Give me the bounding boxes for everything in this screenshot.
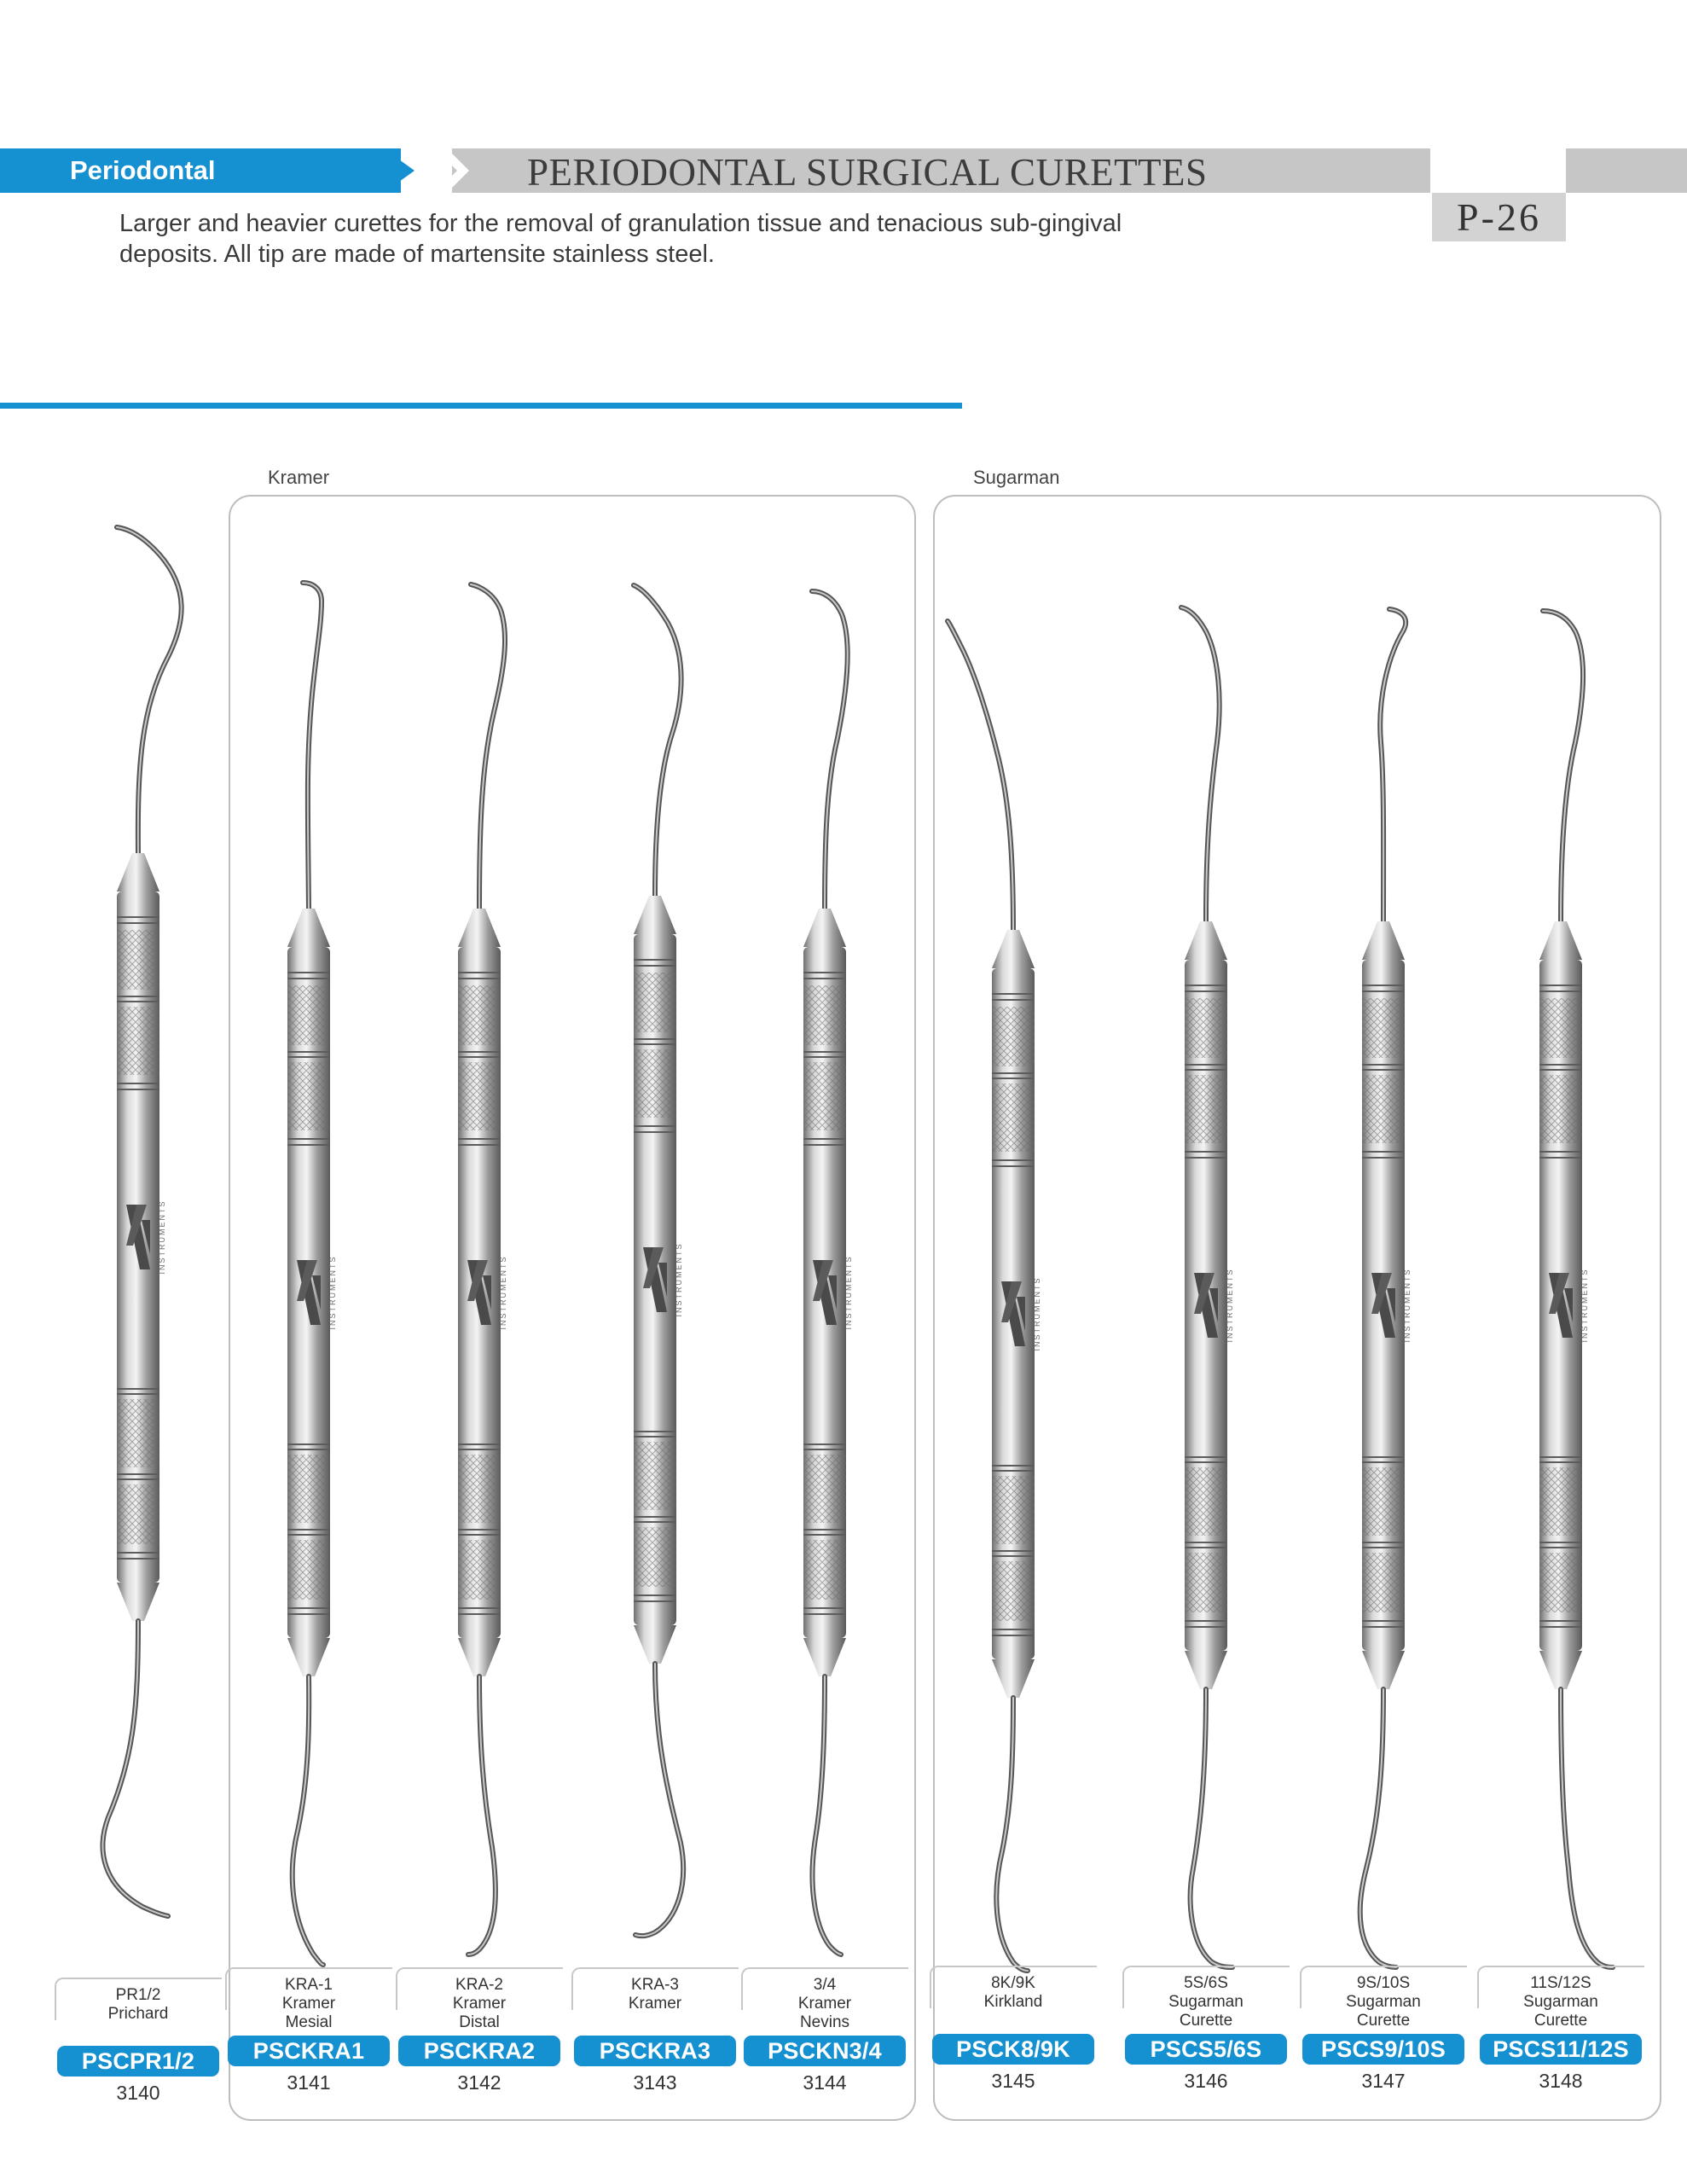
brand-text: INSTRUMENTS bbox=[328, 1255, 337, 1330]
curette-image bbox=[262, 542, 356, 2009]
product-code-badge: PSCS9/10S bbox=[1302, 2034, 1464, 2065]
product-name-line: KRA-2 bbox=[455, 1976, 503, 1994]
product-code-badge: PSCPR1/2 bbox=[57, 2046, 219, 2077]
curette-instrument bbox=[1336, 555, 1430, 2022]
product-name-line: 5S/6S bbox=[1184, 1974, 1228, 1992]
product-code-badge: PSCS5/6S bbox=[1125, 2034, 1287, 2065]
product-card bbox=[571, 1967, 739, 2094]
product-ref-number: 3140 bbox=[116, 2082, 160, 2104]
product-name-line: 3/4 bbox=[813, 1976, 837, 1994]
product-card bbox=[741, 1967, 908, 2094]
product-code-badge: PSCKN3/4 bbox=[744, 2036, 906, 2066]
product-ref-number: 3142 bbox=[457, 2071, 501, 2094]
brand-text: INSTRUMENTS bbox=[158, 1199, 166, 1275]
curette-instrument bbox=[778, 542, 872, 2009]
curette-instrument bbox=[91, 486, 185, 1954]
product-name-line: Kirkland bbox=[983, 1993, 1043, 2011]
product-name-line: Mesial bbox=[285, 2013, 333, 2031]
product-name bbox=[1477, 1966, 1644, 2034]
curette-instrument bbox=[966, 563, 1060, 2030]
product-card bbox=[1122, 1966, 1290, 2093]
product-name bbox=[1300, 1966, 1467, 2034]
product-card bbox=[1300, 1966, 1467, 2093]
product-name-line: Kramer bbox=[797, 1995, 852, 2013]
curette-image bbox=[91, 486, 185, 1954]
product-name-line: Prichard bbox=[107, 2005, 169, 2023]
curette-image bbox=[1336, 555, 1430, 2022]
brand-text: INSTRUMENTS bbox=[1033, 1276, 1041, 1351]
brand-text: INSTRUMENTS bbox=[1403, 1268, 1412, 1343]
product-ref-number: 3147 bbox=[1361, 2070, 1406, 2092]
curette-image bbox=[1514, 555, 1608, 2022]
product-card bbox=[396, 1967, 563, 2094]
product-code-badge: PSCKRA1 bbox=[228, 2036, 390, 2066]
product-name-line: Kramer bbox=[452, 1995, 507, 2013]
product-name-line: Sugarman bbox=[1346, 1993, 1421, 2011]
curette-instrument bbox=[608, 529, 702, 1996]
product-name-line: Sugarman bbox=[1523, 1993, 1598, 2011]
product-code-badge: PSCK8/9K bbox=[932, 2034, 1094, 2065]
product-name-line: 9S/10S bbox=[1356, 1974, 1411, 1992]
product-ref-number: 3148 bbox=[1539, 2070, 1583, 2092]
product-card bbox=[55, 1978, 222, 2105]
product-name-line: Kramer bbox=[628, 1995, 682, 2013]
product-name-line: PR1/2 bbox=[115, 1986, 161, 2004]
brand-text: INSTRUMENTS bbox=[1580, 1268, 1589, 1343]
curette-instrument bbox=[262, 542, 356, 2009]
product-description: Larger and heavier curettes for the removal of granulation tissue and tenacious sub-gingival deposits. All tip are made of martensite stainless steel. bbox=[119, 210, 1122, 268]
product-name bbox=[1122, 1966, 1290, 2034]
section-label: Periodontal bbox=[70, 155, 216, 185]
group-label-kramer: Kramer bbox=[268, 467, 330, 488]
chevron-right-icon bbox=[435, 148, 472, 193]
product-name-line: Kramer bbox=[281, 1995, 336, 2013]
group-label-sugarman: Sugarman bbox=[973, 467, 1060, 488]
section-tab-arrow bbox=[384, 148, 415, 193]
product-name-line: Sugarman bbox=[1168, 1993, 1244, 2011]
product-name bbox=[571, 1967, 739, 2036]
curette-instrument bbox=[1159, 555, 1253, 2022]
curette-image bbox=[778, 542, 872, 2009]
brand-text: INSTRUMENTS bbox=[499, 1255, 507, 1330]
product-name-line: 11S/12S bbox=[1530, 1974, 1591, 1992]
product-ref-number: 3143 bbox=[633, 2071, 677, 2094]
curette-image bbox=[1159, 555, 1253, 2022]
brand-text: INSTRUMENTS bbox=[675, 1242, 683, 1317]
product-card bbox=[930, 1966, 1097, 2093]
product-name bbox=[741, 1967, 908, 2036]
product-name bbox=[930, 1966, 1097, 2034]
brand-text: INSTRUMENTS bbox=[844, 1255, 853, 1330]
product-name-line: Curette bbox=[1356, 2012, 1411, 2030]
brand-text: INSTRUMENTS bbox=[1226, 1268, 1234, 1343]
product-code-badge: PSCKRA2 bbox=[398, 2036, 560, 2066]
product-card bbox=[225, 1967, 392, 2094]
curette-instrument bbox=[432, 542, 526, 2009]
product-name-line: KRA-1 bbox=[285, 1976, 333, 1994]
product-name bbox=[225, 1967, 392, 2036]
product-name-line: Nevins bbox=[799, 2013, 850, 2031]
product-ref-number: 3144 bbox=[803, 2071, 847, 2094]
product-name bbox=[55, 1978, 222, 2046]
product-ref-number: 3146 bbox=[1184, 2070, 1228, 2092]
product-name-line: Distal bbox=[459, 2013, 500, 2031]
curette-image bbox=[608, 529, 702, 1996]
curette-image bbox=[966, 563, 1060, 2030]
header-title-bar-end bbox=[1566, 148, 1687, 193]
curette-instrument bbox=[1514, 555, 1608, 2022]
product-name-line: Curette bbox=[1179, 2012, 1233, 2030]
product-code-badge: PSCS11/12S bbox=[1480, 2034, 1642, 2065]
product-name-line: Curette bbox=[1533, 2012, 1588, 2030]
product-name bbox=[396, 1967, 563, 2036]
product-code-badge: PSCKRA3 bbox=[574, 2036, 736, 2066]
product-name-line: KRA-3 bbox=[631, 1976, 679, 1994]
product-name-line: 8K/9K bbox=[991, 1974, 1035, 1992]
page-number: P-26 bbox=[1457, 195, 1541, 239]
divider-rule bbox=[0, 403, 962, 409]
product-card bbox=[1477, 1966, 1644, 2093]
product-ref-number: 3145 bbox=[991, 2070, 1035, 2092]
product-ref-number: 3141 bbox=[287, 2071, 331, 2094]
curette-image bbox=[432, 542, 526, 2009]
page-title: PERIODONTAL SURGICAL CURETTES bbox=[527, 151, 1208, 194]
